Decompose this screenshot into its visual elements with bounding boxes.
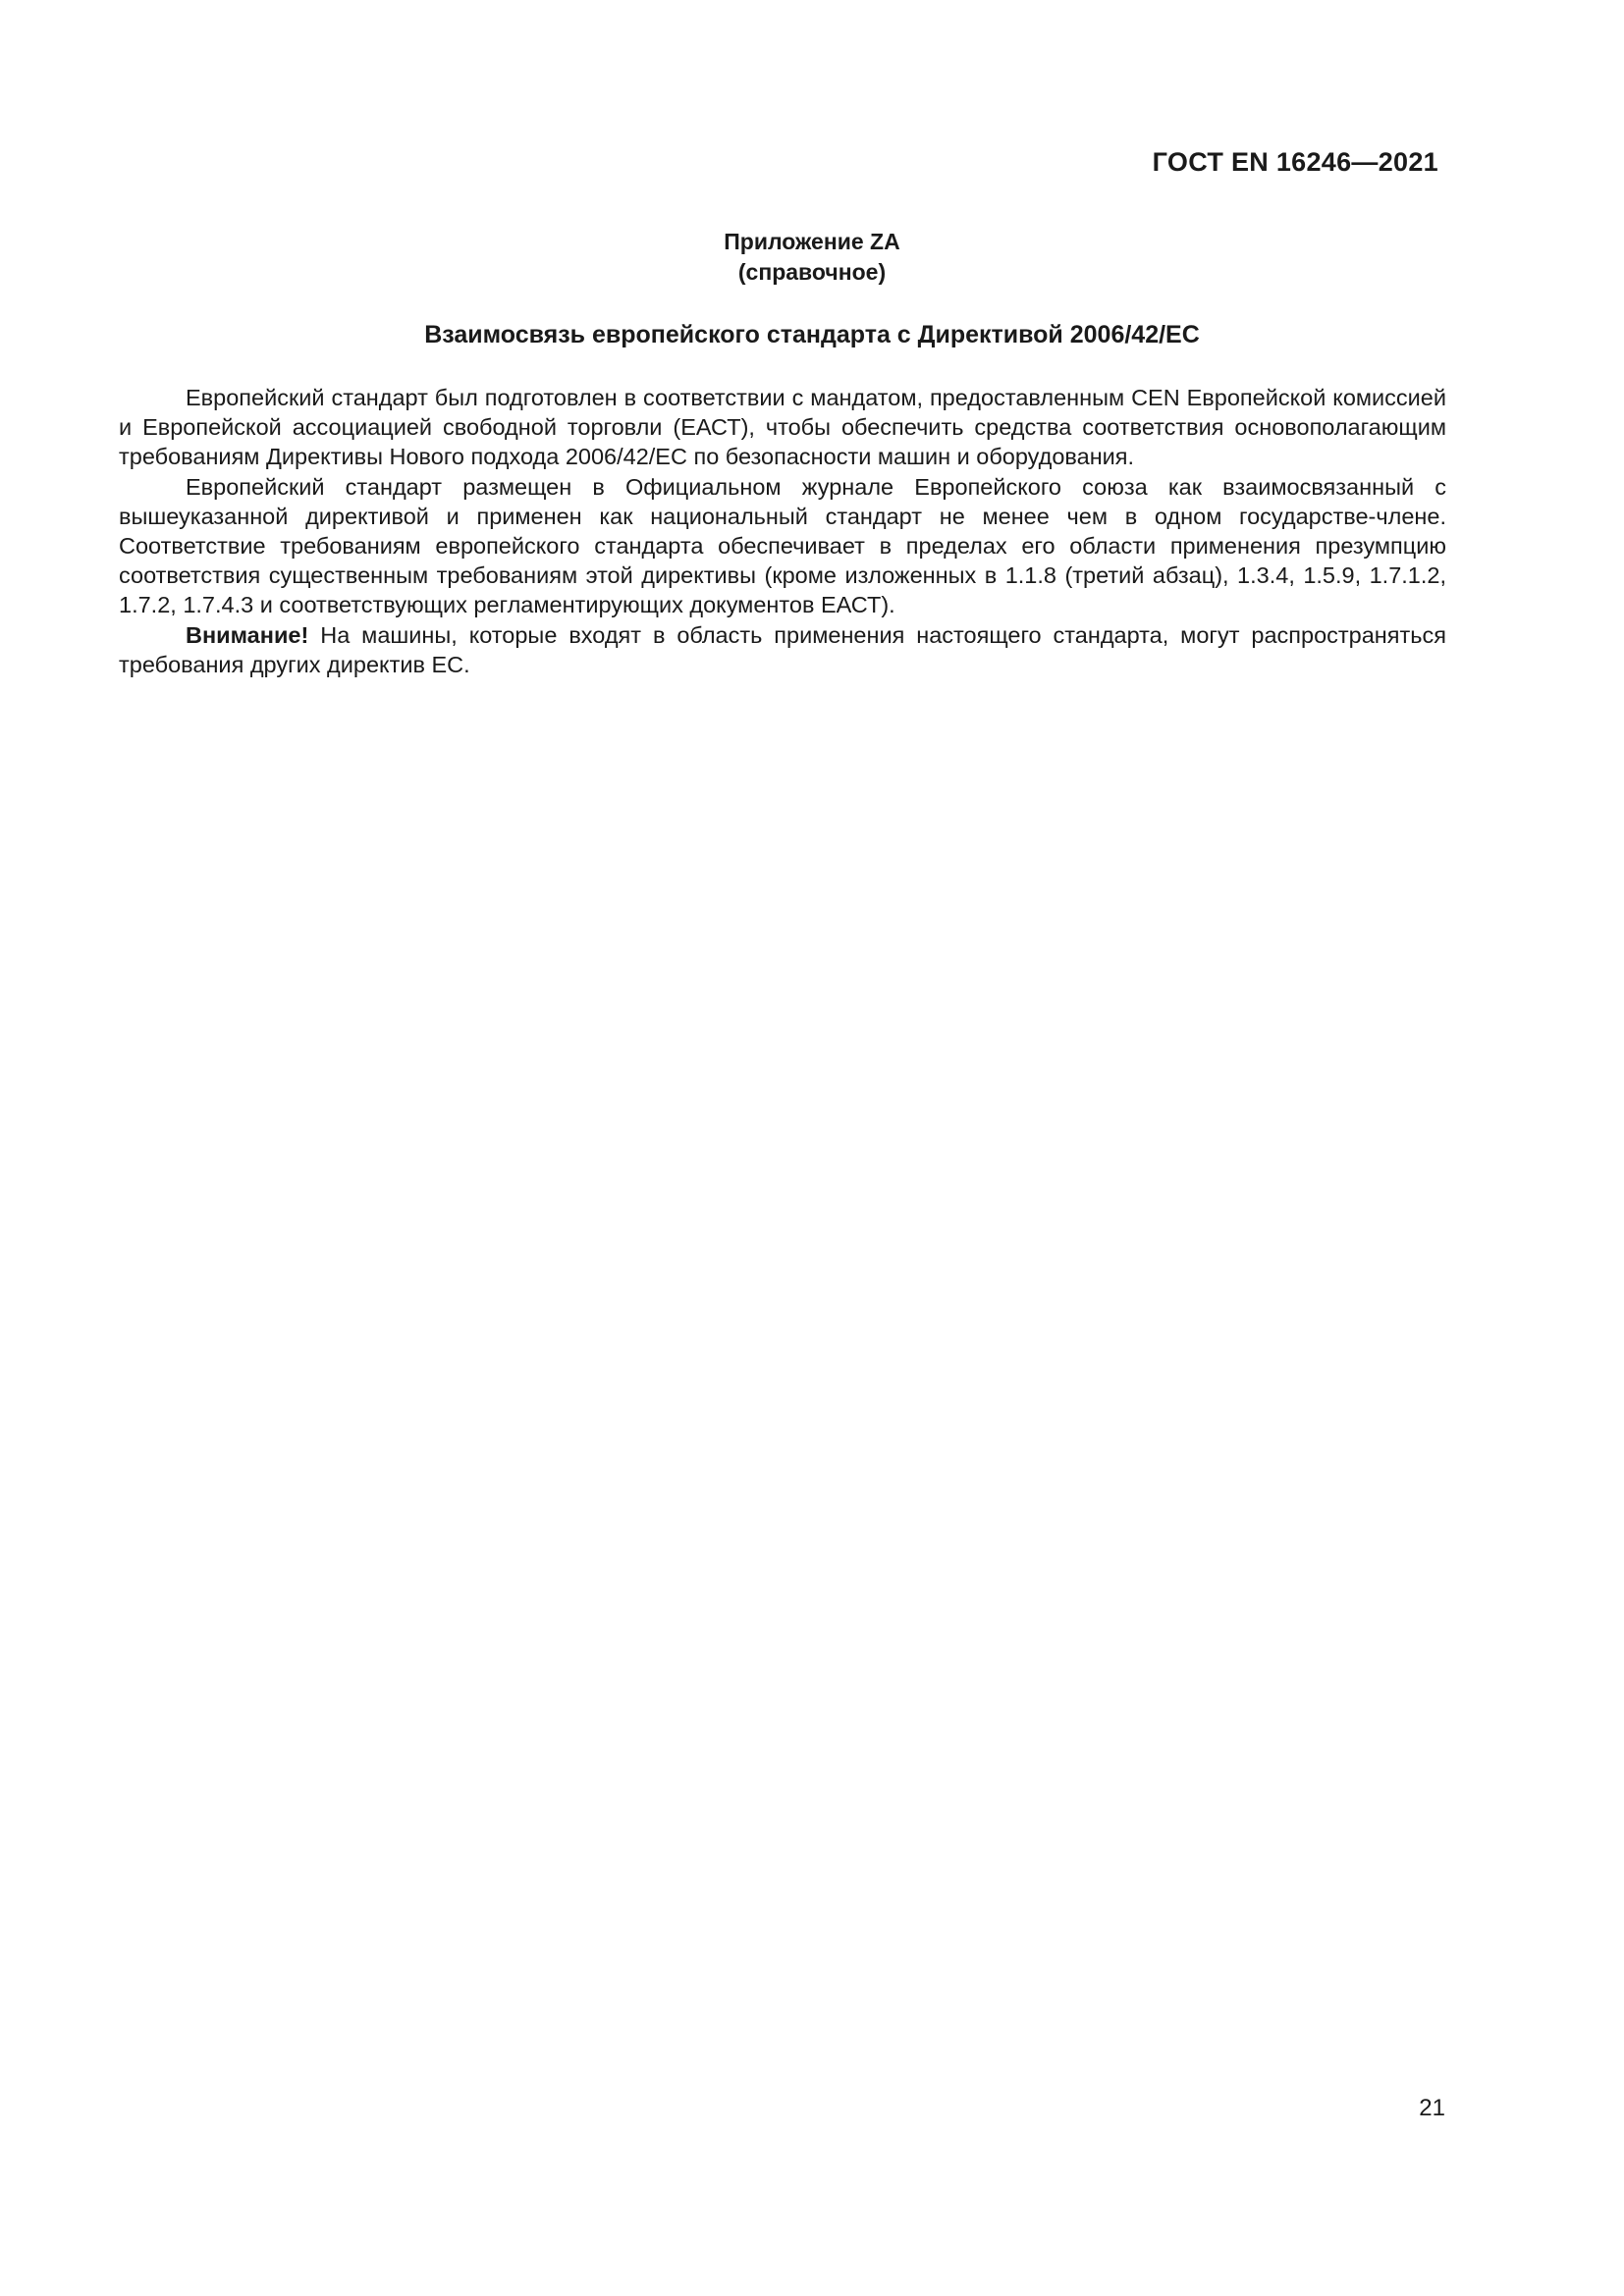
annex-title: Взаимосвязь европейского стандарта с Директивой 2006/42/ЕС [424, 321, 1200, 348]
annex-heading [0, 227, 1624, 288]
body-text [119, 383, 1446, 679]
warning-text: На машины, которые входят в область применения настоящего стандарта, могут распространяться требования других директив ЕС. [119, 621, 1446, 677]
warning-label: Внимание! [186, 621, 309, 648]
paragraph-official-journal: Европейский стандарт размещен в Официальном журнале Европейского союза как взаимосвязанный с вышеуказанной директивой и применен как национальный стандарт не менее чем в одном государстве-члене. Соответствие требованиям европейского стандарта обеспечивает в пределах его области применения презумпцию соответствия существенным требованиям этой директивы (кроме изложенных в 1.1.8 (третий абзац), 1.3.4, 1.5.9, 1.7.1.2, 1.7.2, 1.7.4.3 и соответствующих регламентирующих документов ЕАСТ). [119, 473, 1446, 618]
annex-label: Приложение ZA [724, 229, 900, 254]
annex-kind: (справочное) [737, 259, 887, 285]
document-id: ГОСТ EN 16246—2021 [1152, 147, 1438, 177]
paragraph-mandate: Европейский стандарт был подготовлен в соответствии с мандатом, предоставленным CEN Европейской комиссией и Европейской ассоциацией свободной торговли (ЕАСТ), чтобы обеспечить средства соответствия основополагающим требованиям Директивы Нового подхода 2006/42/ЕС по безопасности машин и оборудования. [119, 385, 1446, 470]
page-number: 21 [1419, 2095, 1445, 2121]
paragraph-warning [119, 620, 1446, 679]
